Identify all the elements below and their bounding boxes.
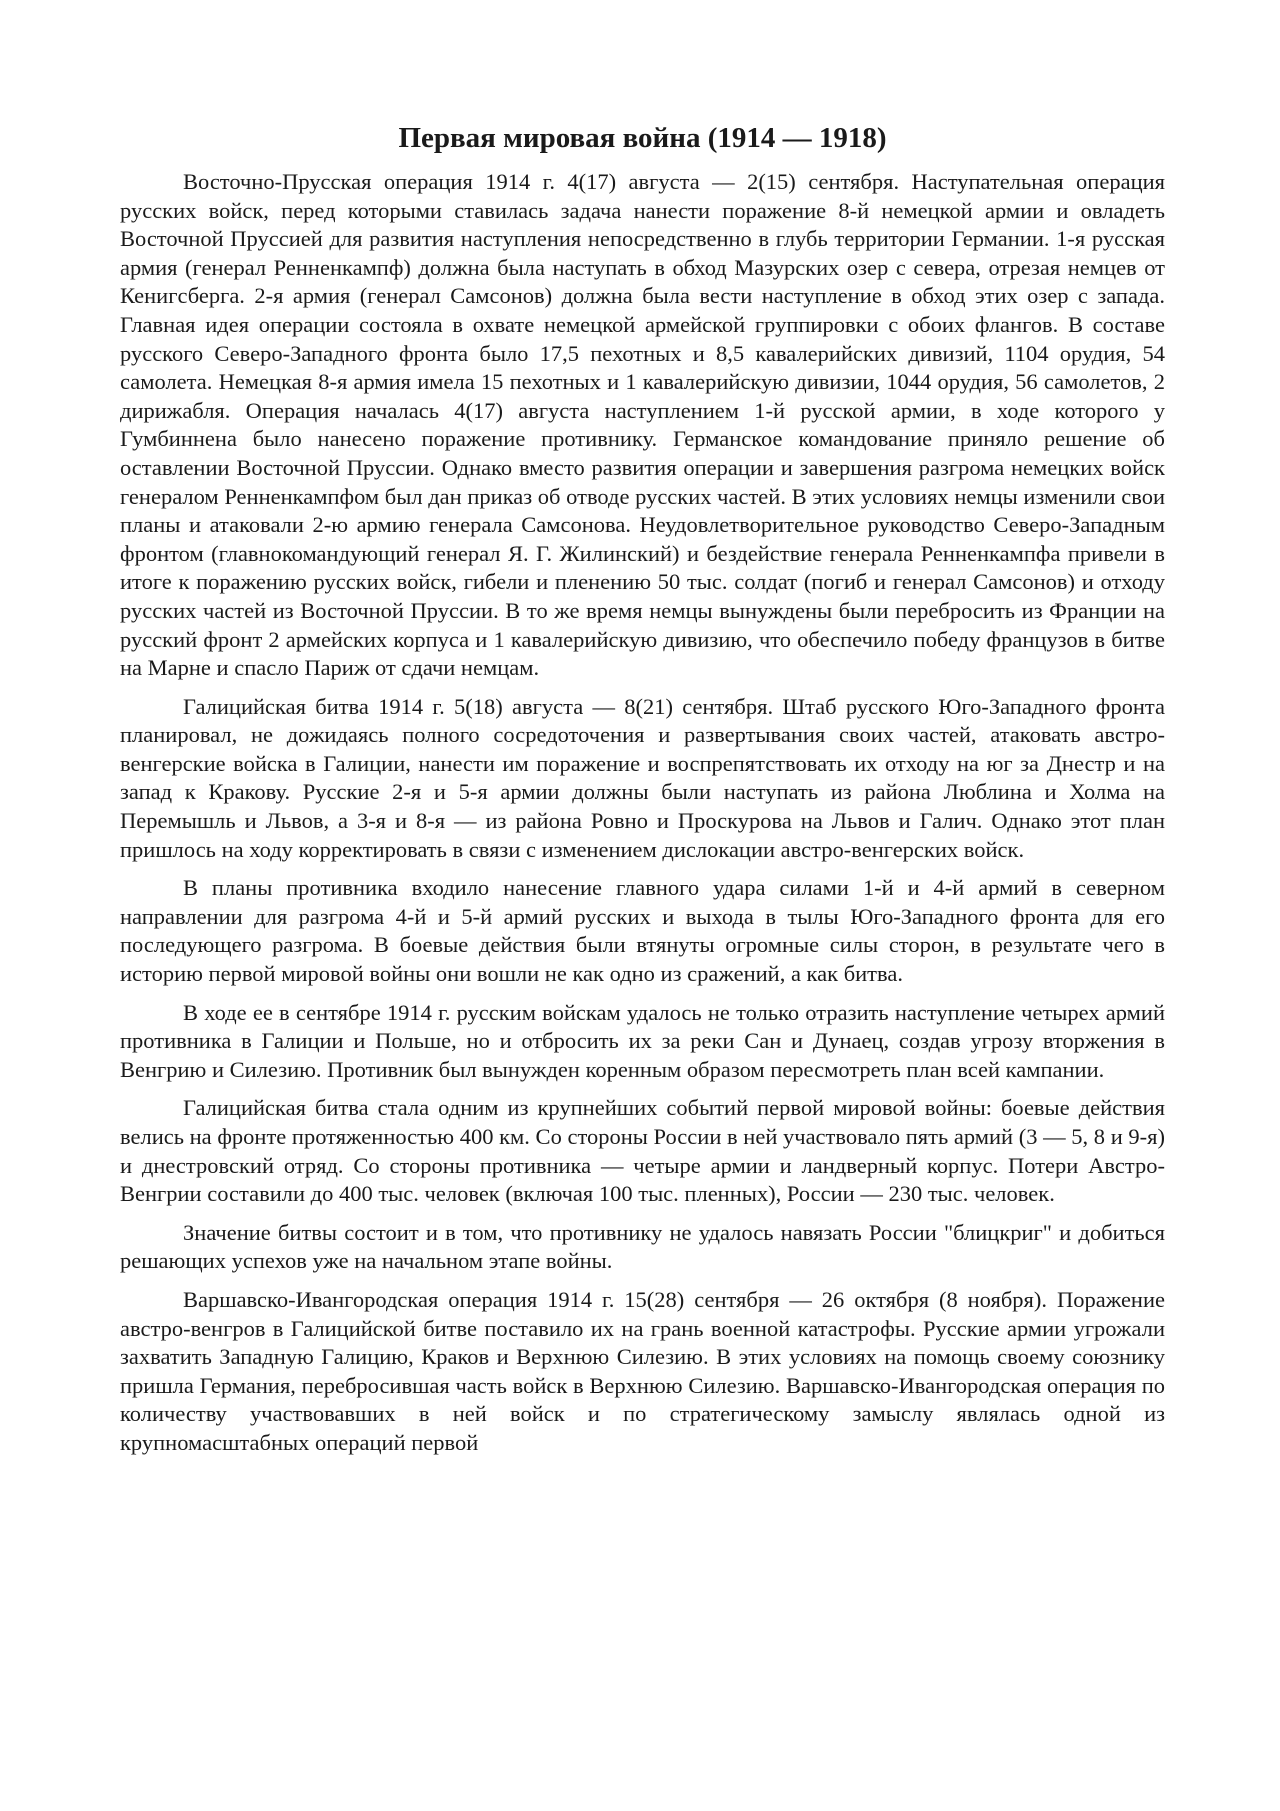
paragraph-battle-significance: Значение битвы состоит и в том, что противнику не удалось навязать России "блицкриг" и добиться решающих успехов уже на начальном этапе войны. bbox=[120, 1219, 1165, 1274]
paragraph-battle-scale: Галицийская битва стала одним из крупнейших событий первой мировой войны: боевые действия велись на фронте протяженностью 400 км. Со стороны России в ней участвовало пять армий (3 — 5, 8 и 9-я) и днестровский отряд. Со стороны противника — четыре армии и ландверный корпус. Потери Австро-Венгрии составили до 400 тыс. человек (включая 100 тыс. пленных), России — 230 тыс. человек. bbox=[120, 1095, 1165, 1207]
paragraph-warsaw-ivangorod-operation: Варшавско-Ивангородская операция 1914 г. 15(28) сентября — 26 октября (8 ноября). Поражение австро-венгров в Галицийской битве поставило их на грань военной катастрофы. Русские армии угрожали захватить Западную Галицию, Краков и Верхнюю Силезию. В этих условиях на помощь своему союзнику пришла Германия, перебросившая часть войск в Верхнюю Силезию. Варшавско-Ивангородская операция по количеству участвовавших в ней войск и по стратегическому замыслу являлась одной из крупномасштабных операций первой bbox=[120, 1286, 1165, 1455]
paragraph-east-prussian-operation: Восточно-Прусская операция 1914 г. 4(17) августа — 2(15) сентября. Наступательная операция русских войск, перед которыми ставилась задача нанести поражение 8-й немецкой армии и овладеть Восточной Пруссией для развития наступления непосредственно в глубь территории Германии. 1-я русская армия (генерал Ренненкампф) должна была наступать в обход Мазурских озер с севера, отрезая немцев от Кенигсберга. 2-я армия (генерал Самсонов) должна была вести наступление в обход этих озер с запада. Главная идея операции состояла в охвате немецкой армейской группировки с обоих флангов. В составе русского Северо-Западного фронта было 17,5 пехотных и 8,5 кавалерийских дивизий, 1104 орудия, 54 самолета. Немецкая 8-я армия имела 15 пехотных и 1 кавалерийскую дивизии, 1044 орудия, 56 самолетов, 2 дирижабля. Операция началась 4(17) августа наступлением 1-й русской армии, в ходе которого у Гумбиннена было нанесено поражение противнику. Германское командование приняло решение об оставлении Восточной Пруссии. Однако вместо развития операции и завершения разгрома немецких войск генералом Ренненкампфом был дан приказ об отводе русских частей. В этих условиях немцы изменили свои планы и атаковали 2-ю армию генерала Самсонова. Неудовлетворительное руководство Северо-Западным фронтом (главнокомандующий генерал Я. Г. Жилинский) и бездействие генерала Ренненкампфа привели в итоге к поражению русских войск, гибели и пленению 50 тыс. солдат (погиб и генерал Самсонов) и отходу русских частей из Восточной Пруссии. В то же время немцы вынуждены были перебросить из Франции на русский фронт 2 армейских корпуса и 1 кавалерийскую дивизию, что обеспечило победу французов в битве на Марне и спасло Париж от сдачи немцам. bbox=[120, 169, 1165, 681]
paragraph-september-advance: В ходе ее в сентябре 1914 г. русским войскам удалось не только отразить наступление четырех армий противника в Галиции и Польше, но и отбросить их за реки Сан и Дунаец, создав угрозу вторжения в Венгрию и Силезию. Противник был вынужден коренным образом пересмотреть план всей кампании. bbox=[120, 999, 1165, 1082]
paragraph-galician-battle: Галицийская битва 1914 г. 5(18) августа — 8(21) сентября. Штаб русского Юго-Западного фронта планировал, не дожидаясь полного сосредоточения и развертывания своих частей, атаковать австро-венгерские войска в Галиции, нанести им поражение и воспрепятствовать их отходу на юг за Днестр и на запад к Кракову. Русские 2-я и 5-я армии должны были наступать из района Люблина и Холма на Перемышль и Львов, а 3-я и 8-я — из района Ровно и Проскурова на Львов и Галич. Однако этот план пришлось на ходу корректировать в связи с изменением дислокации австро-венгерских войск. bbox=[120, 693, 1165, 862]
document-title: Первая мировая война (1914 — 1918) bbox=[398, 122, 887, 154]
paragraph-enemy-plans: В планы противника входило нанесение главного удара силами 1-й и 4-й армий в северном направлении для разгрома 4-й и 5-й армий русских и выхода в тылы Юго-Западного фронта для его последующего разгрома. В боевые действия были втянуты огромные силы сторон, в результате чего в историю первой мировой войны они вошли не как одно из сражений, а как битва. bbox=[120, 875, 1165, 987]
